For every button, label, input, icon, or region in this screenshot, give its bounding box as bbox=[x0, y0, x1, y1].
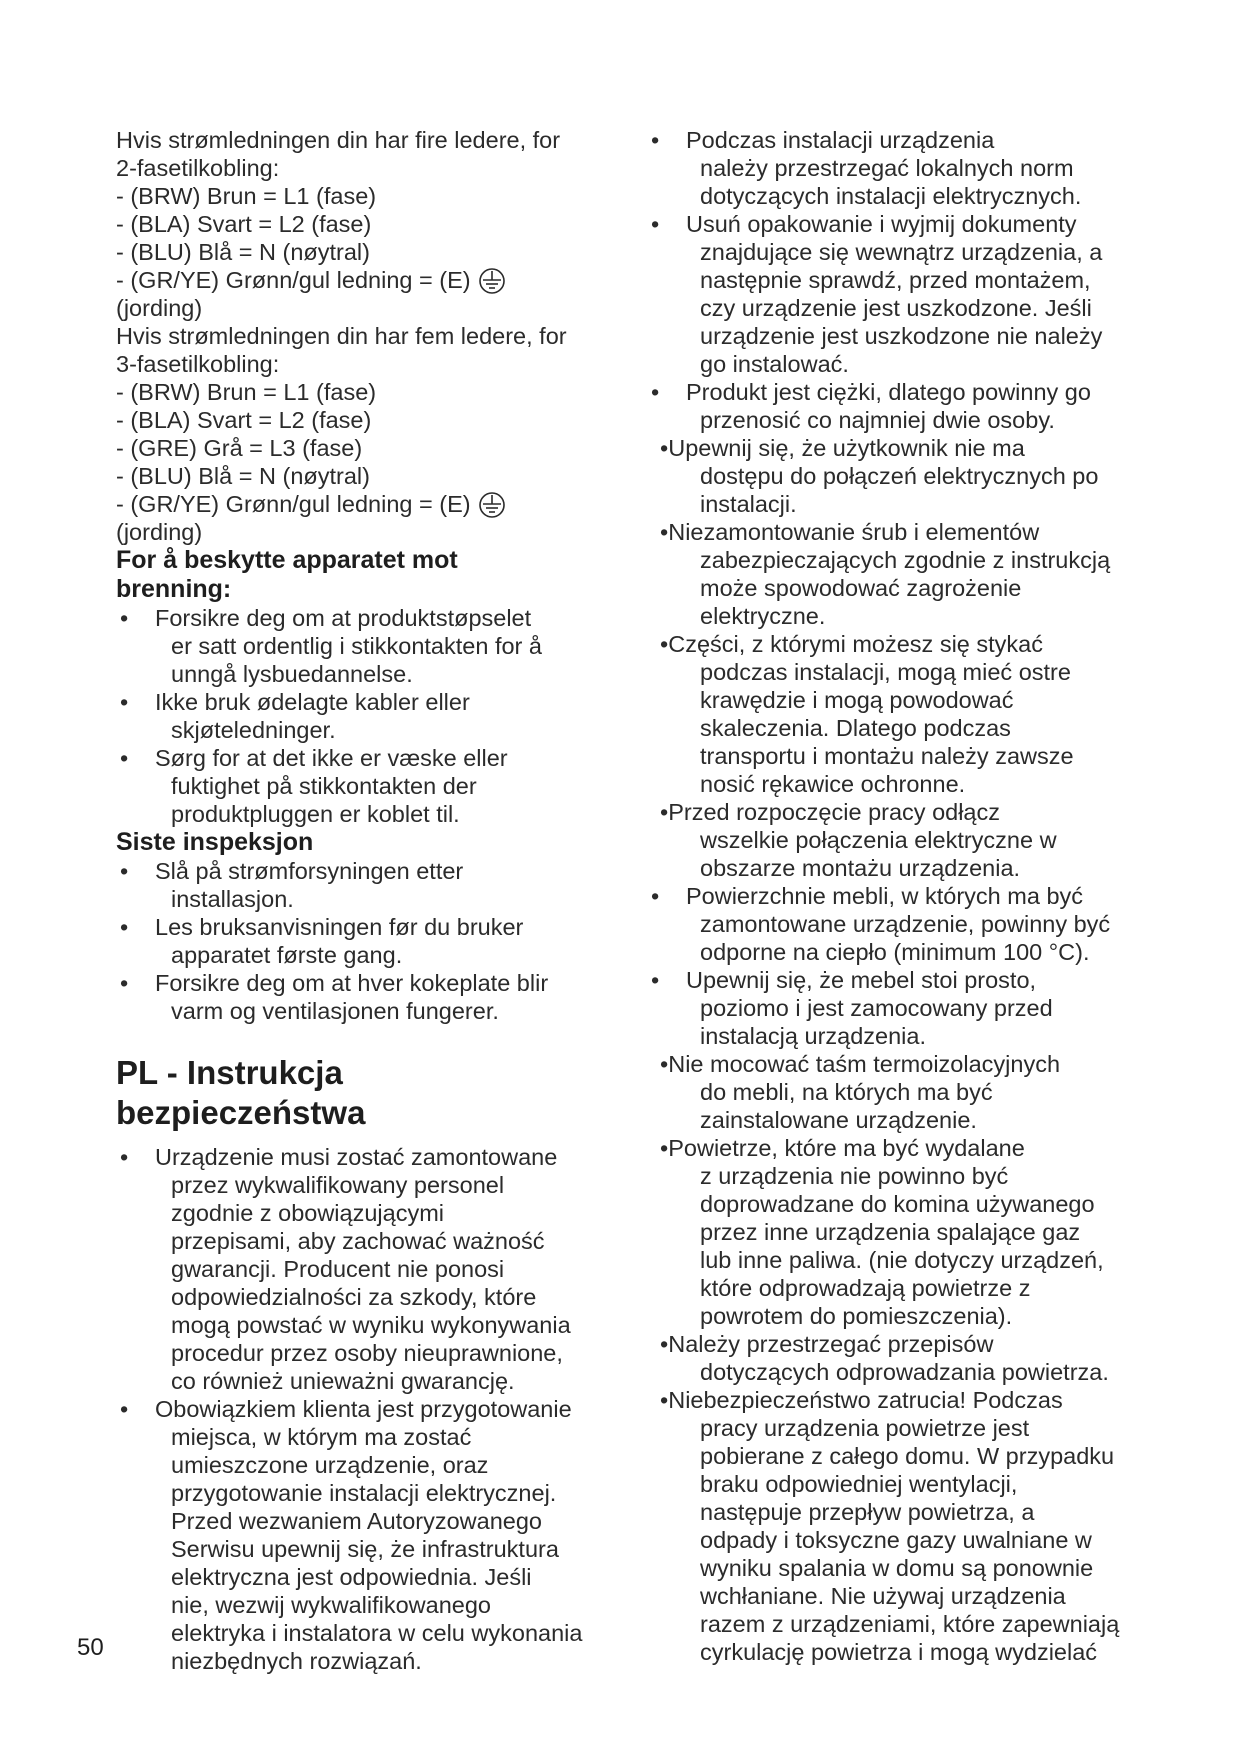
item-line: wchłaniane. Nie używaj urządzenia bbox=[700, 1583, 1066, 1609]
wire-line: - (BLU) Blå = N (nøytral) bbox=[116, 239, 370, 265]
list-item bbox=[116, 857, 616, 913]
item-line: •Niebezpieczeństwo zatrucia! Podczas bbox=[660, 1387, 1063, 1413]
final-inspection-list bbox=[116, 857, 616, 1025]
pl-right-list bbox=[660, 126, 1160, 1666]
item-line: zainstalowane urządzenie. bbox=[700, 1107, 977, 1133]
pl-section-title bbox=[116, 1053, 616, 1133]
item-line: go instalować. bbox=[700, 351, 849, 377]
item-line: razem z urządzeniami, które zapewniają bbox=[700, 1611, 1120, 1637]
wire-line: - (BLA) Svart = L2 (fase) bbox=[116, 407, 372, 433]
list-item bbox=[116, 1143, 616, 1395]
item-line: Urządzenie musi zostać zamontowane bbox=[155, 1144, 558, 1170]
item-line: należy przestrzegać lokalnych norm bbox=[700, 155, 1074, 181]
item-line: umieszczone urządzenie, oraz bbox=[171, 1452, 489, 1478]
item-line: Forsikre deg om at hver kokeplate blir bbox=[155, 970, 549, 996]
heading-line: brenning: bbox=[116, 575, 232, 603]
page-number: 50 bbox=[77, 1634, 104, 1661]
item-line: następnie sprawdź, przed montażem, bbox=[700, 267, 1091, 293]
item-line: krawędzie i mogą powodować bbox=[700, 687, 1014, 713]
item-line: Forsikre deg om at produktstøpselet bbox=[155, 605, 532, 631]
item-line: skjøteledninger. bbox=[171, 717, 336, 743]
item-line: •Należy przestrzegać przepisów bbox=[660, 1331, 994, 1357]
list-item bbox=[660, 1386, 1160, 1666]
item-line: przenosić co najmniej dwie osoby. bbox=[700, 407, 1055, 433]
item-line: Upewnij się, że mebel stoi prosto, bbox=[686, 967, 1037, 993]
item-line: •Części, z którymi możesz się stykać bbox=[660, 631, 1043, 657]
item-line: niezbędnych rozwiązań. bbox=[171, 1648, 422, 1674]
item-line: poziomo i jest zamocowany przed bbox=[700, 995, 1053, 1021]
item-line: •Upewnij się, że użytkownik nie ma bbox=[660, 435, 1025, 461]
item-line: wyniku spalania w domu są ponownie bbox=[700, 1555, 1094, 1581]
item-line: cyrkulację powietrza i mogą wydzielać bbox=[700, 1639, 1098, 1665]
pl-left-list bbox=[116, 1143, 616, 1675]
item-line: mogą powstać w wyniku wykonywania bbox=[171, 1312, 571, 1338]
heading-line: For å beskytte apparatet mot bbox=[116, 546, 458, 574]
list-item bbox=[660, 1134, 1160, 1330]
list-item bbox=[660, 518, 1160, 630]
list-item bbox=[660, 434, 1160, 518]
item-line: Slå på strømforsyningen etter bbox=[155, 858, 464, 884]
item-line: przygotowanie instalacji elektrycznej. bbox=[171, 1480, 557, 1506]
item-line: znajdujące się wewnątrz urządzenia, a bbox=[700, 239, 1103, 265]
list-item bbox=[660, 798, 1160, 882]
list-item bbox=[116, 1395, 616, 1675]
item-line: Sørg for at det ikke er væske eller bbox=[155, 745, 508, 771]
item-line: zgodnie z obowiązującymi bbox=[171, 1200, 445, 1226]
item-line: gwarancji. Producent nie ponosi bbox=[171, 1256, 505, 1282]
item-line: przez inne urządzenia spalające gaz bbox=[700, 1219, 1081, 1245]
item-line: elektryka i instalatora w celu wykonania bbox=[171, 1620, 583, 1646]
item-line: Les bruksanvisningen før du bruker bbox=[155, 914, 524, 940]
item-line: lub inne paliwa. (nie dotyczy urządzeń, bbox=[700, 1247, 1104, 1273]
item-line: doprowadzane do komina używanego bbox=[700, 1191, 1095, 1217]
item-line: instalacją urządzenia. bbox=[700, 1023, 926, 1049]
item-line: odpady i toksyczne gazy uwalniane w bbox=[700, 1527, 1092, 1553]
item-line: instalacji. bbox=[700, 491, 797, 517]
item-line: obszarze montażu urządzenia. bbox=[700, 855, 1021, 881]
list-item bbox=[116, 969, 616, 1025]
five-wire-intro: Hvis strømledningen din har fem ledere, for bbox=[116, 323, 567, 349]
item-line: dotyczących instalacji elektrycznych. bbox=[700, 183, 1082, 209]
item-line: miejsca, w którym ma zostać bbox=[171, 1424, 472, 1450]
item-line: Przed wezwaniem Autoryzowanego bbox=[171, 1508, 542, 1534]
item-line: Ikke bruk ødelagte kabler eller bbox=[155, 689, 470, 715]
item-line: •Powietrze, które ma być wydalane bbox=[660, 1135, 1025, 1161]
ground-label: (jording) bbox=[116, 519, 203, 545]
title-line: PL - Instrukcja bbox=[116, 1054, 343, 1091]
item-line: które odprowadzają powietrze z bbox=[700, 1275, 1031, 1301]
item-line: unngå lysbuedannelse. bbox=[171, 661, 413, 687]
item-line: urządzenie jest uszkodzone nie należy bbox=[700, 323, 1103, 349]
item-line: dostępu do połączeń elektrycznych po bbox=[700, 463, 1099, 489]
item-line: Usuń opakowanie i wyjmij dokumenty bbox=[686, 211, 1077, 237]
item-line: Produkt jest ciężki, dlatego powinny go bbox=[686, 379, 1091, 405]
item-line: Serwisu upewnij się, że infrastruktura bbox=[171, 1536, 559, 1562]
list-item bbox=[116, 688, 616, 744]
item-line: elektryczna jest odpowiednia. Jeśli bbox=[171, 1564, 532, 1590]
item-line: powrotem do pomieszczenia). bbox=[700, 1303, 1013, 1329]
wire-line: - (BLU) Blå = N (nøytral) bbox=[116, 463, 370, 489]
wire-line: - (BLA) Svart = L2 (fase) bbox=[116, 211, 372, 237]
item-line: czy urządzenie jest uszkodzone. Jeśli bbox=[700, 295, 1092, 321]
list-item bbox=[660, 630, 1160, 798]
item-line: pobierane z całego domu. W przypadku bbox=[700, 1443, 1115, 1469]
item-line: do mebli, na których ma być bbox=[700, 1079, 993, 1105]
item-line: transportu i montażu należy zawsze bbox=[700, 743, 1074, 769]
item-line: pracy urządzenia powietrze jest bbox=[700, 1415, 1030, 1441]
left-column bbox=[116, 126, 616, 1675]
wire-line-text: - (GR/YE) Grønn/gul ledning = (E) bbox=[116, 491, 471, 517]
item-line: zamontowane urządzenie, powinny być bbox=[700, 911, 1111, 937]
list-item bbox=[660, 1050, 1160, 1134]
title-line: bezpieczeństwa bbox=[116, 1094, 366, 1131]
item-line: apparatet første gang. bbox=[171, 942, 403, 968]
earth-ground-icon bbox=[477, 268, 507, 294]
list-item bbox=[116, 913, 616, 969]
item-line: fuktighet på stikkontakten der bbox=[171, 773, 477, 799]
item-line: może spowodować zagrożenie bbox=[700, 575, 1022, 601]
wire-line: - (BRW) Brun = L1 (fase) bbox=[116, 379, 377, 405]
item-line: installasjon. bbox=[171, 886, 294, 912]
item-line: podczas instalacji, mogą mieć ostre bbox=[700, 659, 1071, 685]
item-line: •Nie mocować taśm termoizolacyjnych bbox=[660, 1051, 1061, 1077]
list-item bbox=[660, 210, 1160, 378]
item-line: elektryczne. bbox=[700, 603, 826, 629]
wire-line: - (BRW) Brun = L1 (fase) bbox=[116, 183, 377, 209]
item-line: braku odpowiedniej wentylacji, bbox=[700, 1471, 1018, 1497]
wire-line-text: - (GR/YE) Grønn/gul ledning = (E) bbox=[116, 267, 471, 293]
item-line: Obowiązkiem klienta jest przygotowanie bbox=[155, 1396, 572, 1422]
list-item bbox=[660, 378, 1160, 434]
item-line: Powierzchnie mebli, w których ma być bbox=[686, 883, 1084, 909]
item-line: Podczas instalacji urządzenia bbox=[686, 127, 995, 153]
wire-line-ground bbox=[116, 490, 616, 518]
item-line: •Przed rozpoczęcie pracy odłącz bbox=[660, 799, 1000, 825]
item-line: nie, wezwij wykwalifikowanego bbox=[171, 1592, 491, 1618]
item-line: z urządzenia nie powinno być bbox=[700, 1163, 1009, 1189]
list-item bbox=[660, 882, 1160, 966]
item-line: co również unieważni gwarancję. bbox=[171, 1368, 515, 1394]
item-line: produktpluggen er koblet til. bbox=[171, 801, 460, 827]
item-line: przez wykwalifikowany personel bbox=[171, 1172, 505, 1198]
item-line: przepisami, aby zachować ważność bbox=[171, 1228, 545, 1254]
item-line: •Niezamontowanie śrub i elementów bbox=[660, 519, 1040, 545]
item-line: procedur przez osoby nieuprawnione, bbox=[171, 1340, 563, 1366]
wire-line: - (GRE) Grå = L3 (fase) bbox=[116, 435, 363, 461]
item-line: odporne na ciepło (minimum 100 °C). bbox=[700, 939, 1090, 965]
item-line: nosić rękawice ochronne. bbox=[700, 771, 966, 797]
item-line: skaleczenia. Dlatego podczas bbox=[700, 715, 1011, 741]
list-item bbox=[116, 604, 616, 688]
item-line: dotyczących odprowadzania powietrza. bbox=[700, 1359, 1109, 1385]
four-wire-intro: Hvis strømledningen din har fire ledere, for bbox=[116, 127, 561, 153]
item-line: następuje przepływ powietrza, a bbox=[700, 1499, 1035, 1525]
earth-ground-icon bbox=[477, 492, 507, 518]
item-line: zabezpieczających zgodnie z instrukcją bbox=[700, 547, 1111, 573]
wire-line-ground bbox=[116, 266, 616, 294]
item-line: varm og ventilasjonen fungerer. bbox=[171, 998, 499, 1024]
four-wire-intro-2: 2-fasetilkobling: bbox=[116, 155, 280, 181]
list-item bbox=[660, 1330, 1160, 1386]
burn-protection-heading bbox=[116, 546, 616, 604]
item-line: wszelkie połączenia elektryczne w bbox=[700, 827, 1057, 853]
final-inspection-heading: Siste inspeksjon bbox=[116, 828, 314, 856]
five-wire-intro-2: 3-fasetilkobling: bbox=[116, 351, 280, 377]
item-line: er satt ordentlig i stikkontakten for å bbox=[171, 633, 542, 659]
right-column bbox=[660, 126, 1160, 1666]
list-item bbox=[660, 966, 1160, 1050]
list-item bbox=[660, 126, 1160, 210]
ground-label: (jording) bbox=[116, 295, 203, 321]
list-item bbox=[116, 744, 616, 828]
burn-protection-list bbox=[116, 604, 616, 828]
item-line: odpowiedzialności za szkody, które bbox=[171, 1284, 537, 1310]
